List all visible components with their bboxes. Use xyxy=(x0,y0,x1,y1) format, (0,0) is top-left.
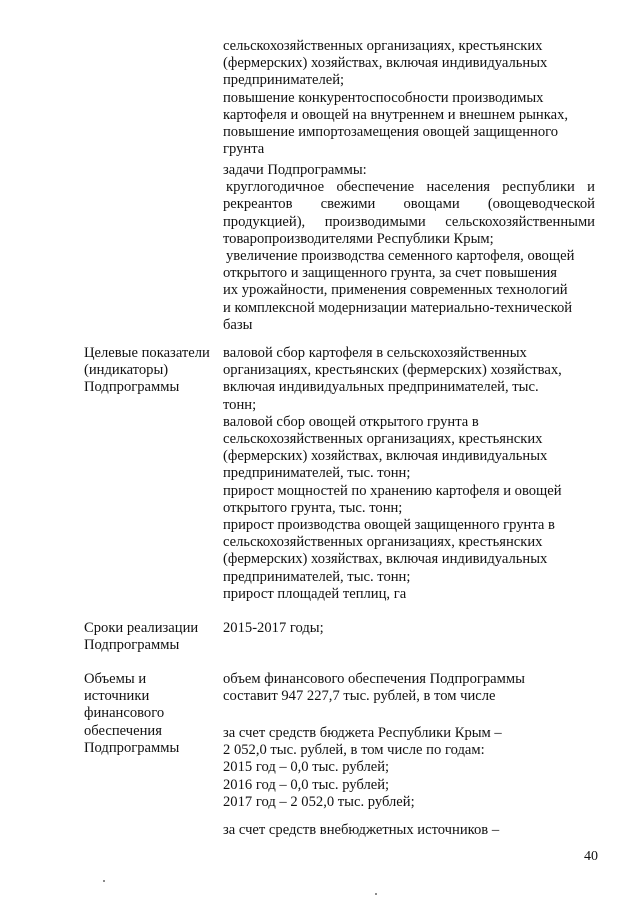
goals-line: предпринимателей; xyxy=(223,72,345,89)
task-line: рекреантов свежими овощами (овощеводческой xyxy=(223,196,595,213)
task-line: товаропроизводителями Республики Крым; xyxy=(223,230,494,247)
task-line: продукцией), производимыми сельскохозяйственными xyxy=(223,213,595,230)
indicator-line: сельскохозяйственных организациях, крестьянских xyxy=(223,431,543,448)
indicator-line: (фермерских) хозяйствах, включая индивидуальных xyxy=(223,551,548,568)
label-line: финансового xyxy=(84,705,165,722)
scan-speck xyxy=(103,880,105,882)
label-line: Подпрограммы xyxy=(84,379,180,396)
funding-line: составит 947 227,7 тыс. рублей, в том числе xyxy=(223,688,496,705)
label-line: (индикаторы) xyxy=(84,362,169,379)
funding-line: 2 052,0 тыс. рублей, в том числе по годам: xyxy=(223,742,485,759)
funding-line: за счет средств внебюджетных источников – xyxy=(223,822,500,838)
indicator-line: прирост мощностей по хранению картофеля и овощей xyxy=(223,482,562,499)
funding-line: 2015 год – 0,0 тыс. рублей; xyxy=(223,759,390,776)
terms-line: 2015-2017 годы; xyxy=(223,620,324,636)
label-line: обеспечения xyxy=(84,722,162,739)
label-line: Подпрограммы xyxy=(84,637,180,654)
goals-line: повышение импортозамещения овощей защищенного xyxy=(223,124,559,141)
indicator-line: открытого грунта, тыс. тонн; xyxy=(223,499,403,516)
task-line: их урожайности, применения современных технологий xyxy=(223,282,568,299)
indicator-line: включая индивидуальных предпринимателей, тыс. xyxy=(223,379,539,396)
task-line: круглогодичное обеспечение населения республики и xyxy=(226,179,595,196)
task-line: открытого и защищенного грунта, за счет повышения xyxy=(223,265,557,282)
goals-line: картофеля и овощей на внутреннем и внешнем рынках, xyxy=(223,106,569,123)
label-line: Объемы и xyxy=(84,671,147,687)
page-number: 40 xyxy=(584,849,598,864)
goals-line: повышение конкурентоспособности производимых xyxy=(223,89,544,106)
label-line: источники xyxy=(84,688,150,705)
indicator-line: (фермерских) хозяйствах, включая индивидуальных xyxy=(223,448,548,465)
funding-total xyxy=(223,671,595,705)
funding-line: за счет средств бюджета Республики Крым – xyxy=(223,725,502,741)
tasks-block xyxy=(223,162,595,334)
task-line: базы xyxy=(223,316,253,333)
label-line: Целевые показатели xyxy=(84,345,210,361)
funding-line: 2017 год – 2 052,0 тыс. рублей; xyxy=(223,793,415,810)
indicator-line: организациях, крестьянских (фермерских) хозяйствах, xyxy=(223,362,562,379)
terms-label xyxy=(84,620,224,654)
indicator-line: прирост производства овощей защищенного грунта в xyxy=(223,517,555,534)
indicator-line: прирост площадей теплиц, га xyxy=(223,585,407,602)
indicator-line: предпринимателей, тыс. тонн; xyxy=(223,465,411,482)
funding-line: 2016 год – 0,0 тыс. рублей; xyxy=(223,776,390,793)
goals-line: грунта xyxy=(223,141,265,158)
funding-budget xyxy=(223,725,595,811)
scan-speck xyxy=(375,893,377,895)
tasks-heading: задачи Подпрограммы: xyxy=(223,162,367,178)
funding-line: объем финансового обеспечения Подпрограммы xyxy=(223,671,525,687)
indicator-line: сельскохозяйственных организациях, крестьянских xyxy=(223,534,543,551)
indicator-line: предпринимателей, тыс. тонн; xyxy=(223,568,411,585)
funding-extra xyxy=(223,822,595,839)
terms-value xyxy=(223,620,595,637)
indicator-line: валовой сбор картофеля в сельскохозяйственных xyxy=(223,345,527,361)
goals-continuation xyxy=(223,38,595,158)
goals-line: (фермерских) хозяйствах, включая индивидуальных xyxy=(223,55,548,72)
task-line: увеличение производства семенного картофеля, овощей xyxy=(226,248,575,265)
goals-line: сельскохозяйственных организациях, крестьянских xyxy=(223,38,543,54)
task-line: и комплексной модернизации материально-технической xyxy=(223,299,573,316)
indicator-line: валовой сбор овощей открытого грунта в xyxy=(223,413,479,430)
label-line: Сроки реализации xyxy=(84,620,199,636)
funding-label xyxy=(84,671,224,757)
label-line: Подпрограммы xyxy=(84,739,180,756)
indicator-line: тонн; xyxy=(223,396,257,413)
indicators-value xyxy=(223,345,595,603)
indicators-label xyxy=(84,345,224,397)
